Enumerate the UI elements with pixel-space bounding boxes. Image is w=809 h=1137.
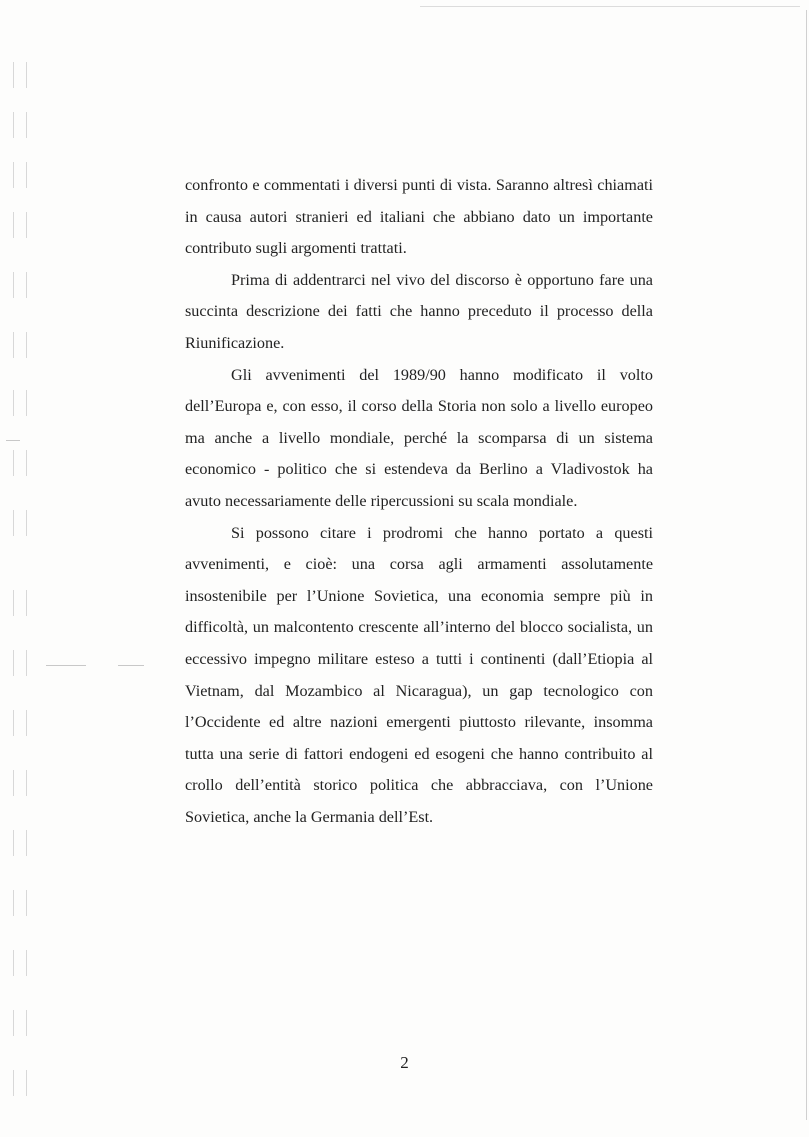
binder-mark <box>13 830 27 856</box>
scan-right-edge <box>806 10 807 1120</box>
scan-dash <box>6 440 20 441</box>
binder-hole-marks <box>13 50 27 1120</box>
page-number: 2 <box>400 1053 409 1072</box>
binder-mark <box>13 950 27 976</box>
scan-top-edge <box>420 6 800 7</box>
binder-mark <box>13 450 27 476</box>
binder-mark <box>13 272 27 298</box>
binder-mark <box>13 770 27 796</box>
binder-mark <box>13 212 27 238</box>
binder-mark <box>13 62 27 88</box>
binder-mark <box>13 1070 27 1096</box>
paragraph: confronto e commentati i diversi punti di vista. Saranno altresì chiamati in causa autori stranieri ed italiani che abbiano dato un importante contributo sugli argomenti trattati. <box>185 176 653 258</box>
binder-mark <box>13 710 27 736</box>
scan-dash <box>46 665 86 666</box>
paragraph: Si possono citare i prodromi che hanno portato a questi avvenimenti, e cioè: una corsa agli armamenti assolutamente insostenibile per l’Unione Sovietica, una economia sempre più in difficoltà, un malcontento crescente all’interno del blocco socialista, un eccessivo impegno militare esteso a tutti i continenti (dall’Etiopia al Vietnam, dal Mozambico al Nicaragua), un gap tecnologico con l’Occidente ed altre nazioni emergenti piuttosto rilevante, insomma tutta una serie di fattori endogeni ed esogeni che hanno contribuito al crollo dell’entità storico politica che abbracciava, con l’Unione Sovietica, anche la Germania dell’Est. <box>185 523 653 826</box>
binder-mark <box>13 162 27 188</box>
paragraph: Gli avvenimenti del 1989/90 hanno modificato il volto dell’Europa e, con esso, il corso della Storia non solo a livello europeo ma anche a livello mondiale, perché la scomparsa di un sistema economico - politico che si estendeva da Berlino a Vladivostok ha avuto necessariamente delle ripercussioni su scala mondiale. <box>185 365 653 510</box>
binder-mark <box>13 390 27 416</box>
binder-mark <box>13 590 27 616</box>
scan-dash <box>118 665 144 666</box>
binder-mark <box>13 510 27 536</box>
body-text <box>185 170 653 833</box>
binder-mark <box>13 332 27 358</box>
binder-mark <box>13 650 27 676</box>
binder-mark <box>13 890 27 916</box>
binder-mark <box>13 112 27 138</box>
binder-mark <box>13 1010 27 1036</box>
paragraph: Prima di addentrarci nel vivo del discorso è opportuno fare una succinta descrizione dei fatti che hanno preceduto il processo della Riunificazione. <box>185 270 653 352</box>
